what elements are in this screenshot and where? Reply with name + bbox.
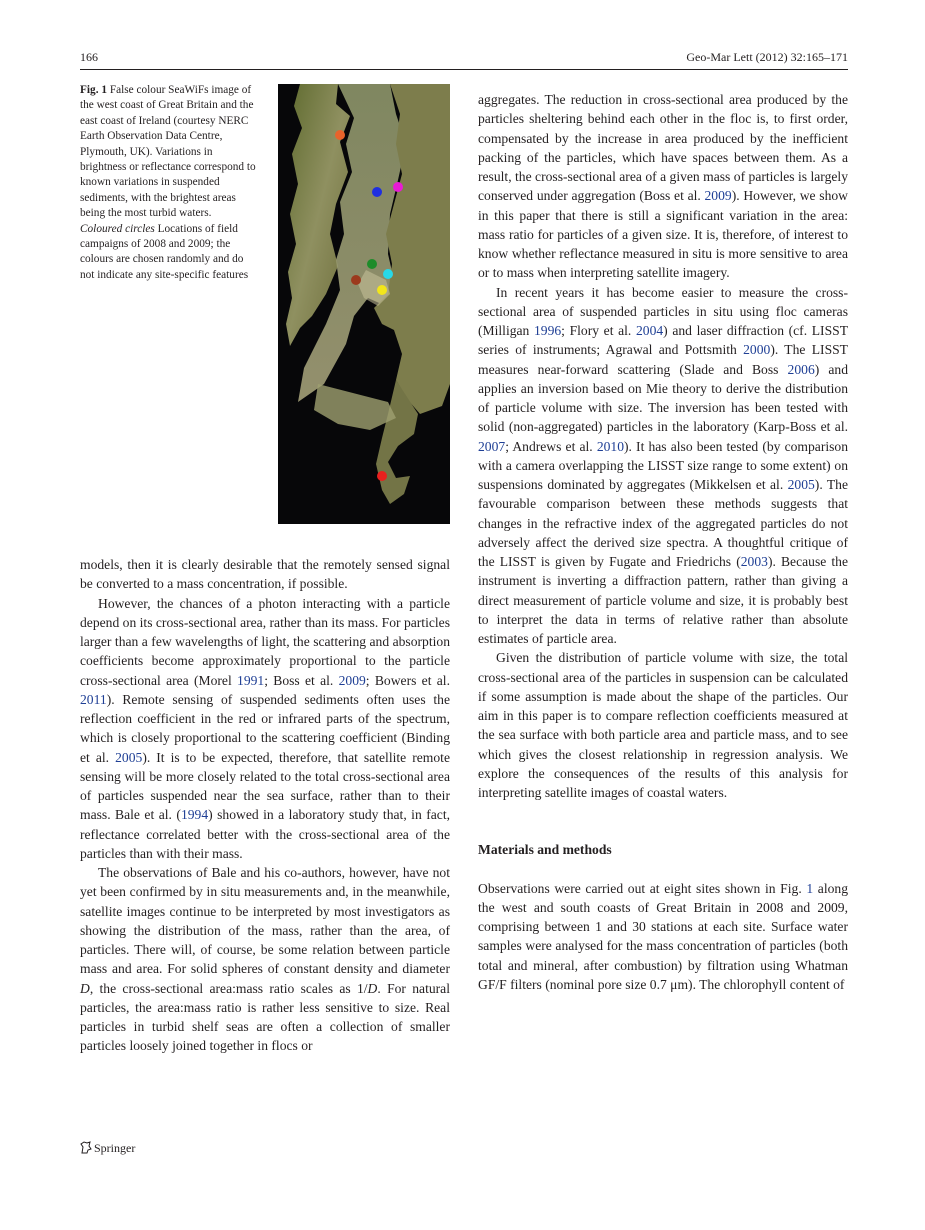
site-marker [367, 259, 377, 269]
site-marker [372, 187, 382, 197]
caption-italic: Coloured circles [80, 222, 155, 235]
site-marker [351, 275, 361, 285]
journal-citation: Geo-Mar Lett (2012) 32:165–171 [686, 50, 848, 64]
footer [80, 1141, 135, 1156]
site-marker [335, 130, 345, 140]
left-paragraph-2: However, the chances of a photon interacting with a particle depend on its cross-sectional area, rather than its mass. For particles larger than a few wavelengths of light, the scattering and absorption coefficients become approximately proportional to the particle cross-sectional area (Morel 1991; Boss et al. 2009; Bowers et al. 2011). Remote sensing of suspended sediments often uses the reflection coefficient in the red or infrared parts of the spectrum, which is closely proportional to the scattering coefficient (Binding et al. 2005). It is to be expected, therefore, that satellite remote sensing will be more closely related to the total cross-sectional area of particles suspended near the sea surface, rather than to their mass. Bale et al. (1994) showed in a laboratory study that, in fact, reflectance correlated better with the cross-sectional area of the particles than with their mass. [80, 595, 450, 861]
caption-text-a: False colour SeaWiFs image of the west coast of Great Britain and the east coast of Ireland (courtesy NERC Earth Observation Data Centre, Plymouth, UK). Variations in brightness or reflectance correspond to known variations in suspended sediments, with the brightest areas being the most turbid waters. [80, 84, 256, 220]
citation-link[interactable]: 2005 [787, 477, 815, 492]
right-paragraph-2: In recent years it has become easier to measure the cross-sectional area of suspended particles in situ using floc cameras (Milligan 1996; Flory et al. 2004) and laser diffraction (cf. LISST series of instruments; Agrawal and Pottsmith 2000). The LISST measures near-forward scattering (Slade and Boss 2006) and applies an inversion based on Mie theory to derive the distribution of particle volume with size. The inversion has been tested with solid (non-aggregated) particles in the laboratory (Karp-Boss et al. 2007; Andrews et al. 2010). It has also been tested (by comparison with a camera overlapping the LISST size range to some extent) on suspensions dominated by aggregates (Mikkelsen et al. 2005). The favourable comparison between these methods suggests that changes in the refractive index of the aggregated particles do not adversely affect the derived size spectra. A thoughtful critique of the LISST is given by Fugate and Friedrichs (2003). Because the instrument is inverting a diffraction pattern, rather than giving a direct measurement of particle volume and size, it is probably best to interpret the data in terms of relative rather than absolute estimates of particle area. [478, 284, 849, 646]
site-marker [377, 285, 387, 295]
satellite-image [278, 84, 450, 524]
springer-horse-icon [80, 1141, 92, 1154]
citation-link[interactable]: 2011 [80, 691, 107, 707]
figure-link[interactable]: 1 [806, 880, 814, 896]
left-paragraph-3: The observations of Bale and his co-authors, however, have not yet been confirmed by in situ measurements and, in the meanwhile, satellite images continue to be interpreted by most investigators as showing the distribution of the mass, rather than the area, of particles. There will, of course, be some relation between particle mass and area. For solid spheres of constant density and diameter D, the cross-sectional area:mass ratio scales as 1/D. For natural particles, the area:mass ratio is rather less sensitive to size. Real particles in turbid shelf seas are often a collection of smaller particles loosely joined together in flocs or [80, 865, 450, 1054]
publisher-name: Springer [94, 1141, 136, 1155]
site-marker [393, 182, 403, 192]
right-paragraph-1: aggregates. The reduction in cross-sectional area produced by the particles sheltering behind each other in the floc is, to first order, compensated by the increase in area produced by the inefficient packing of the particles, which have spaces between them. As a result, the cross-sectional area of a given mass of particles is largely conserved under aggregation (Boss et al. 2009). However, we show in this paper that there is still a significant variation in the area: mass ratio for particles of a given size. It is, therefore, of interest to know whether reflectance measured in situ is more sensitive to area or to mass when interpreting satellite imagery. [478, 92, 848, 281]
citation-link[interactable]: 2004 [635, 323, 664, 338]
citation-link[interactable]: 2009 [338, 672, 366, 688]
citation-link[interactable]: 2009 [704, 188, 732, 204]
citation-link[interactable]: 2010 [596, 438, 624, 454]
citation-link[interactable]: 1991 [237, 672, 265, 688]
citation-link[interactable]: 2007 [478, 438, 506, 454]
figure-label: Fig. 1 [80, 84, 107, 96]
citation-link[interactable]: 2005 [115, 749, 143, 765]
citation-link[interactable]: 2006 [787, 361, 815, 377]
site-marker [377, 471, 387, 481]
citation-link[interactable]: 1996 [533, 323, 562, 338]
caption-text-b: Locations of field campaigns of 2008 and 2009; the colours are chosen randomly and do not indicate any site-specific features [80, 222, 249, 281]
left-column [80, 555, 450, 1056]
left-paragraph-1: models, then it is clearly desirable that the remotely sensed signal be converted to a mass concentration, if possible. [80, 557, 450, 592]
header-rule [80, 69, 848, 70]
right-paragraph-3: Given the distribution of particle volume with size, the total cross-sectional area of the particles in suspension can be calculated if some assumption is made about the shape of the particles. Our aim in this paper is to compare reflection coefficients measured at the sea surface with both particle area and particle mass, and to see which gives the closest relationship in regression analysis. We explore the consequences of the results of this analysis for interpreting satellite images of coastal waters. [478, 650, 848, 800]
site-marker [383, 269, 393, 279]
figure-caption [80, 83, 256, 283]
right-paragraph-4: Observations were carried out at eight sites shown in Fig. 1 along the west and south coasts of Great Britain in 2008 and 2009, comprising between 1 and 30 stations at each site. Surface water samples were analysed for the mass concentration of particles (both total and mineral, after combustion) by filtration using Whatman GF/F filters (nominal pore size 0.7 μm). The chlorophyll content of [478, 880, 848, 992]
citation-link[interactable]: 2000 [743, 342, 771, 358]
section-heading: Materials and methods [478, 842, 612, 858]
citation-link[interactable]: 2003 [740, 554, 768, 569]
citation-link[interactable]: 1994 [180, 807, 209, 823]
page-number: 166 [80, 50, 98, 64]
right-column [478, 90, 848, 994]
